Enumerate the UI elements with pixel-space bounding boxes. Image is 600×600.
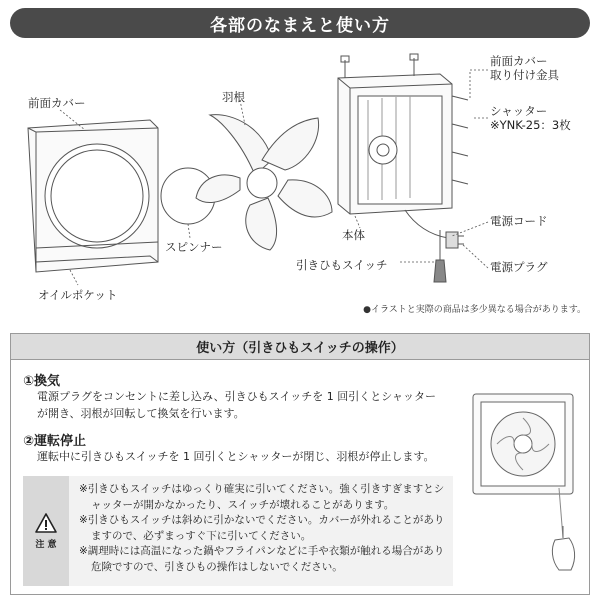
section2-body: [37, 448, 434, 465]
power-cord-label: 電源コード: [490, 214, 548, 228]
body-label: 本体: [342, 228, 365, 242]
section2-line1: 運転中に引きひもスイッチを 1 回引くとシャッターが閉じ、羽根が停止します。: [37, 450, 435, 463]
caution-item: ※引きひもスイッチは斜めに引かないでください。カバーが外れることがありますので、必ずまっすぐ下に引いてください。: [79, 514, 445, 542]
usage-panel: [10, 333, 590, 595]
blade-label: 羽根: [222, 90, 245, 104]
power-plug-label: 電源プラグ: [490, 260, 548, 274]
mount-bracket-label-line1: 前面カバー: [490, 54, 548, 68]
illustration-note: ●イラストと実際の商品は多少異なる場合があります。: [363, 305, 586, 315]
blade-illustration: [196, 115, 332, 250]
usage-heading: 使い方（引きひもスイッチの操作）: [11, 334, 589, 360]
caution-side: [23, 476, 69, 586]
spinner-label: スピンナー: [165, 240, 223, 254]
caution-label: 注 意: [35, 540, 57, 550]
page-title: 各部のなまえと使い方: [10, 8, 590, 38]
warning-icon: [34, 512, 58, 534]
caution-item: ※調理時には高温になった鍋やフライパンなどに手や衣類が触れる場合があり危険ですので、引きひもの操作はしないでください。: [79, 545, 445, 573]
section2-title: ②運転停止: [23, 434, 87, 449]
shutter-label: [490, 104, 571, 133]
shutter-label-line1: シャッター: [490, 104, 548, 118]
shutter-label-line2: ※YNK-25：3枚: [490, 118, 571, 133]
section1-title: ①換気: [23, 374, 61, 389]
section1-line1: 電源プラグをコンセントに差し込み、引きひもスイッチを 1 回引くとシャッター: [37, 390, 436, 403]
caution-item: ※引きひもスイッチはゆっくり確実に引いてください。強く引きすぎますとシャッターが開かなかったり、スイッチが壊れることがあります。: [79, 483, 445, 511]
section1-line2: が開き、羽根が回転して換気を行います。: [37, 407, 245, 420]
front-cover-illustration: [28, 120, 158, 272]
body-illustration: [338, 54, 468, 282]
mount-bracket-label-line2: 取り付け金具: [490, 68, 559, 83]
caution-text: [69, 476, 453, 586]
caution-box: [23, 476, 453, 586]
front-cover-label: 前面カバー: [28, 96, 86, 110]
pull-operation-illustration: [459, 388, 585, 588]
section1-body: [37, 388, 436, 422]
mount-bracket-label: [490, 54, 559, 83]
pull-switch-label: 引きひもスイッチ: [296, 258, 388, 272]
oil-pocket-label: オイルポケット: [38, 288, 118, 302]
